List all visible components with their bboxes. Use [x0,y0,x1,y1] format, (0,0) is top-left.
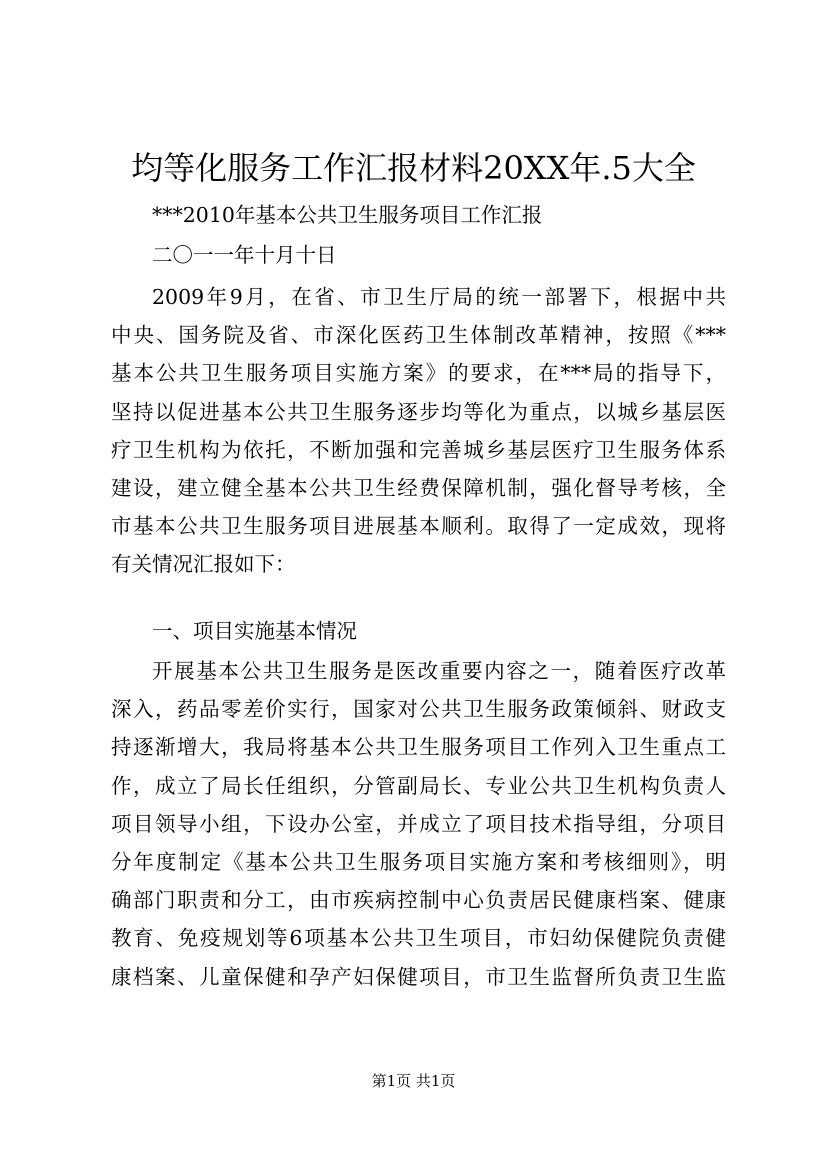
paragraph-line: 2009年9月，在省、市卫生厅局的统一部署下，根据中共 [152,285,726,309]
paragraph-line: 中央、国务院及省、市深化医药卫生体制改革精神，按照《*** [111,323,726,348]
paragraph-line: 分年度制定《基本公共卫生服务项目实施方案和考核细则》，明 [111,849,726,874]
paragraph-line: 作，成立了局长任组织，分管副局长、专业公共卫生机构负责人 [111,773,726,798]
paragraph-line: 坚持以促进基本公共卫生服务逐步均等化为重点，以城乡基层医 [111,399,726,424]
paragraph-line: 持逐渐增大，我局将基本公共卫生服务项目工作列入卫生重点工 [111,735,726,760]
document-subtitle: ***2010年基本公共卫生服务项目工作汇报 [152,203,543,227]
paragraph-line: 基本公共卫生服务项目实施方案》的要求，在***局的指导下， [111,361,726,386]
paragraph-line: 教育、免疫规划等6项基本公共卫生项目，市妇幼保健院负责健 [111,926,726,951]
paragraph-line: 深入，药品零差价实行，国家对公共卫生服务政策倾斜、财政支 [111,697,726,722]
paragraph-intro [111,278,726,584]
paragraph-line: 项目领导小组，下设办公室，并成立了项目技术指导组，分项目 [111,811,726,836]
paragraph-line: 疗卫生机构为依托，不断加强和完善城乡基层医疗卫生服务体系 [111,437,726,462]
paragraph-line: 开展基本公共卫生服务是医改重要内容之一，随着医疗改革 [152,659,726,683]
paragraph-line: 建设，建立健全基本公共卫生经费保障机制，强化督导考核，全 [111,475,726,500]
document-date: 二〇一一年十月十日 [152,243,337,267]
paragraph-line: 市基本公共卫生服务项目进展基本顺利。取得了一定成效，现将 [111,514,726,539]
page-footer: 第1页 共1页 [371,1072,456,1090]
section-heading: 一、项目实施基本情况 [152,619,357,643]
paragraph-line: 康档案、儿童保健和孕产妇保健项目，市卫生监督所负责卫生监 [111,964,726,989]
document-title: 均等化服务工作汇报材料20XX年.5大全 [131,149,696,187]
paragraph-implementation [111,652,726,996]
paragraph-line: 确部门职责和分工，由市疾病控制中心负责居民健康档案、健康 [111,888,726,913]
paragraph-line: 有关情况汇报如下： [111,552,296,577]
